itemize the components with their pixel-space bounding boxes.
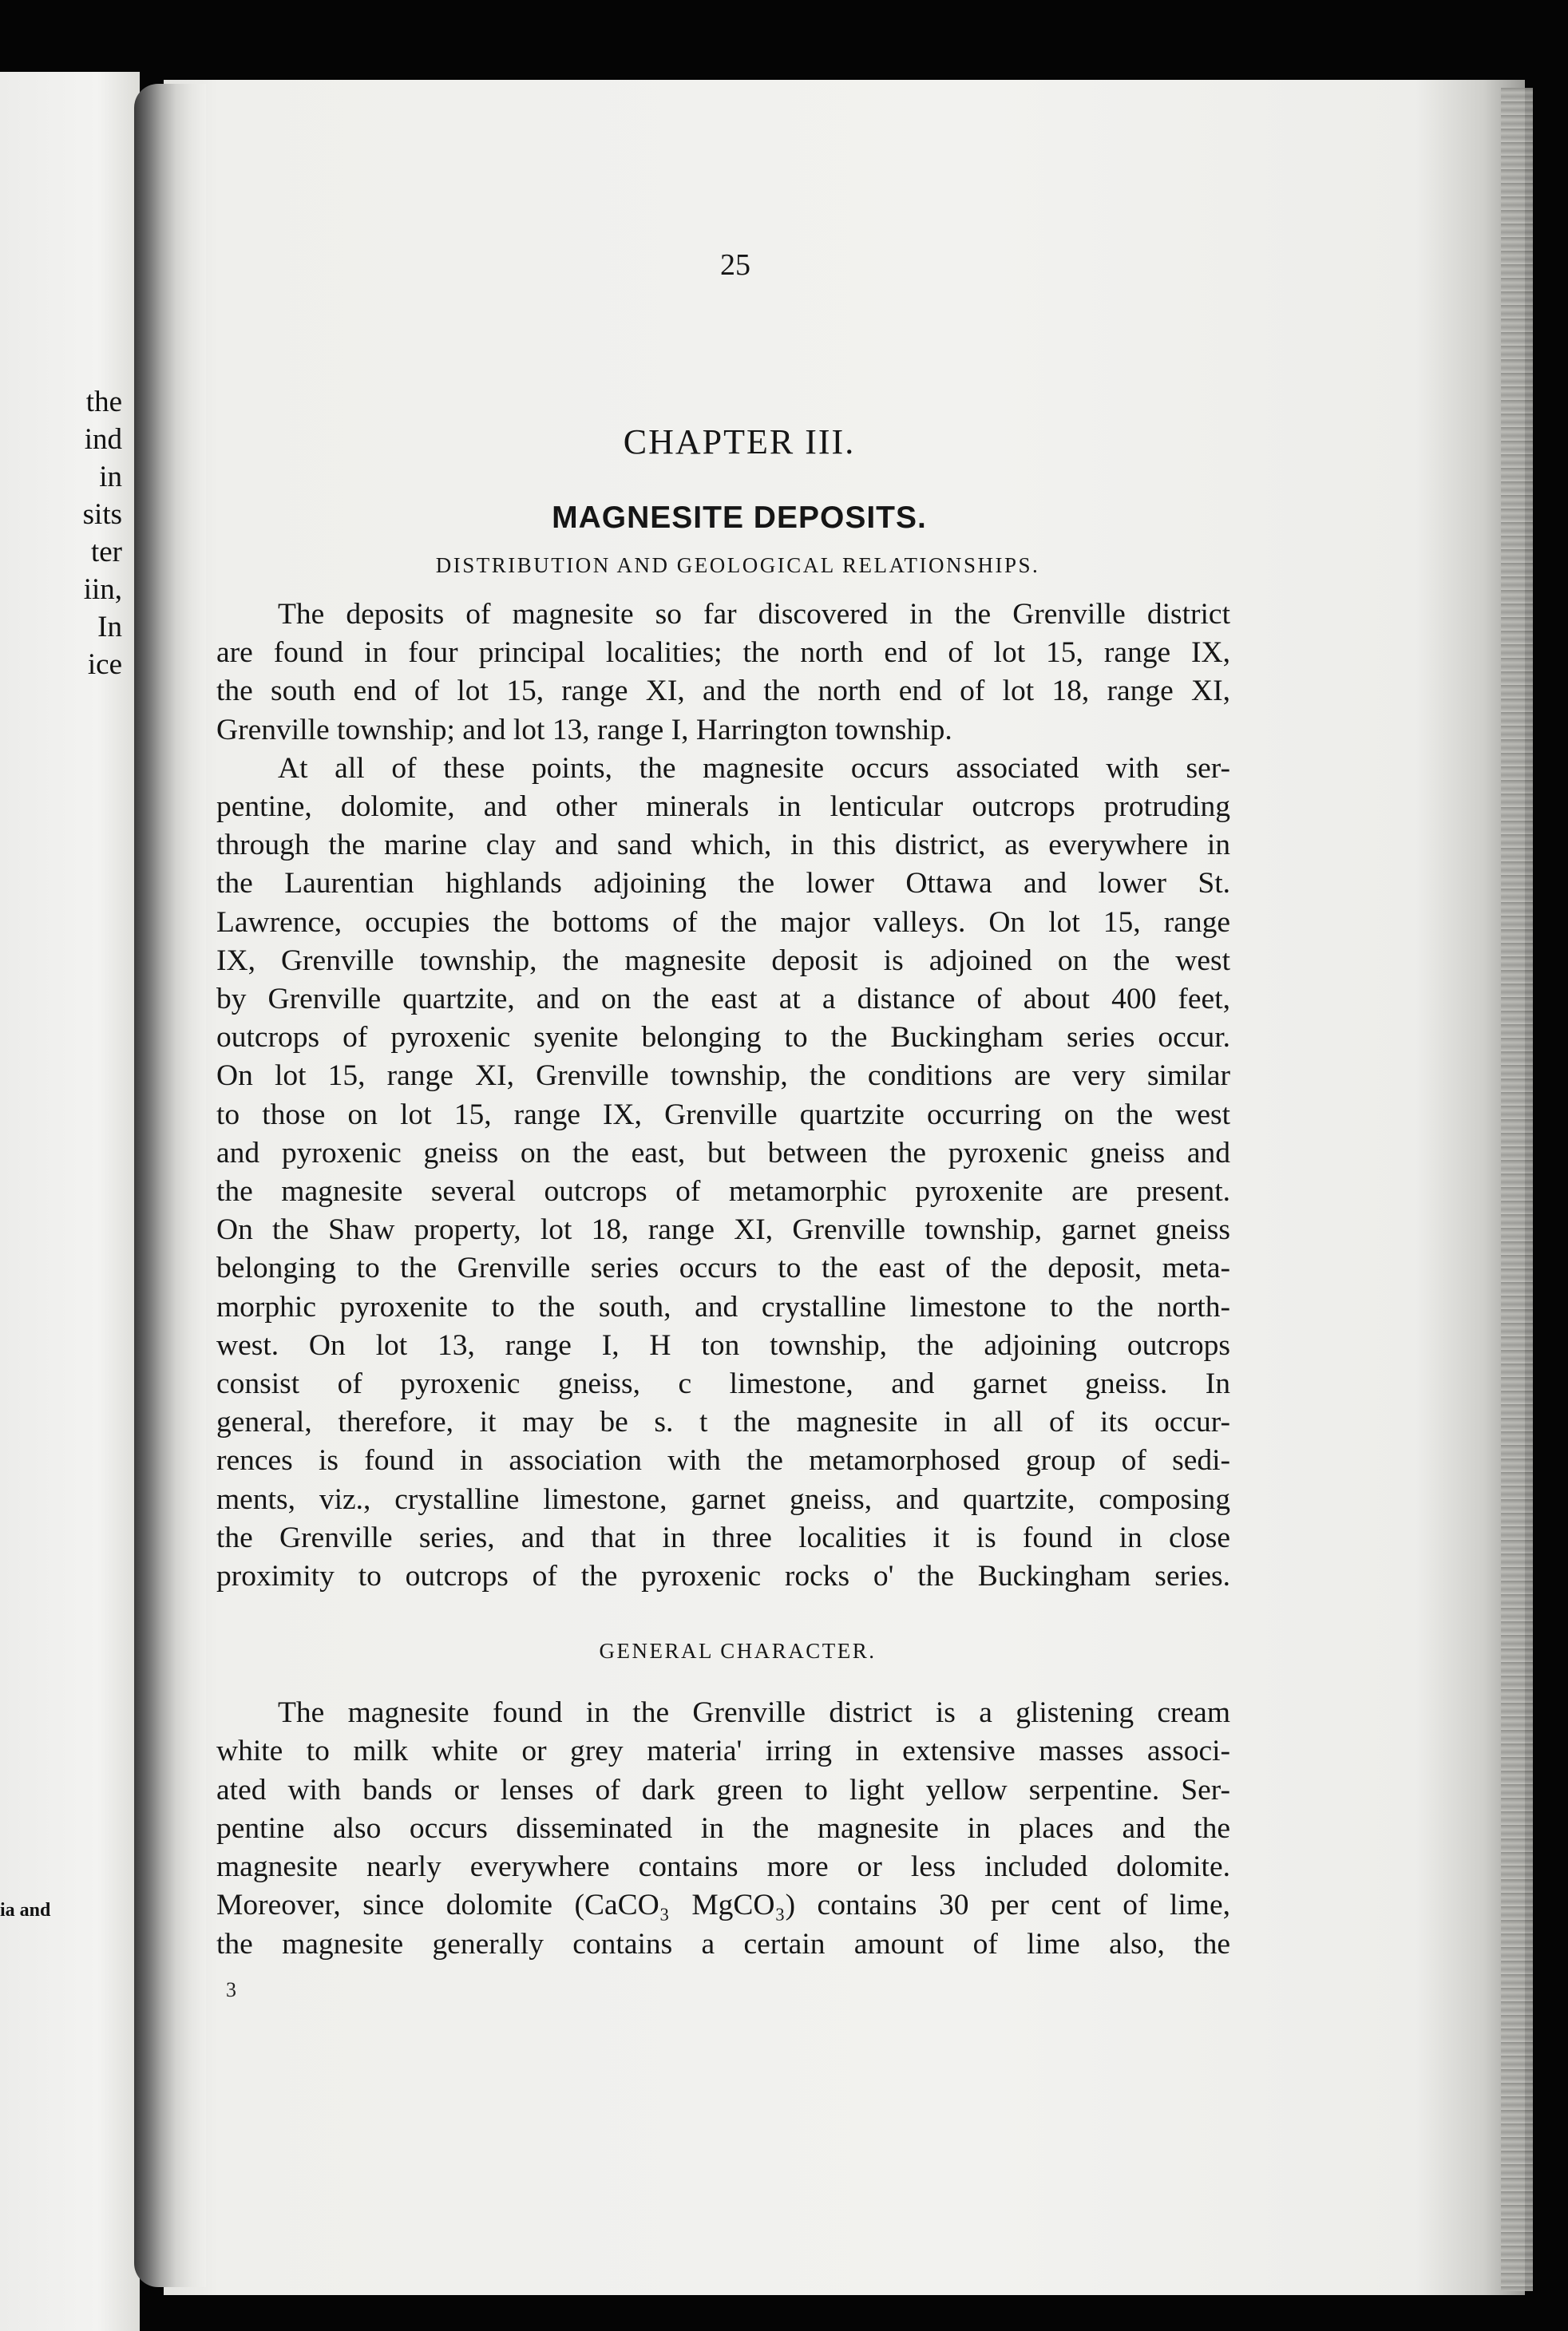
text-line: the Grenville series, and that in three localities it is found in close	[216, 1521, 1230, 1554]
text-line: At all of these points, the magnesite occurs associated with ser-	[278, 751, 1230, 785]
paragraph-1	[216, 596, 1230, 750]
left-page-line: iin,	[83, 573, 122, 606]
text-line: Grenville township; and lot 13, range I, Harrington township.	[216, 713, 952, 746]
left-page-line: ice	[87, 648, 122, 681]
page-edge-stack	[1501, 88, 1533, 2291]
text-line: to those on lot 15, range IX, Grenville quartzite occurring on the west	[216, 1098, 1230, 1131]
chapter-title: MAGNESITE DEPOSITS.	[552, 501, 927, 535]
text-line: The magnesite found in the Grenville district is a glistening cream	[278, 1696, 1230, 1730]
text-line: white to milk white or grey materia' irring in extensive masses associ-	[216, 1735, 1230, 1768]
text-line: proximity to outcrops of the pyroxenic rocks o' the Buckingham series.	[216, 1560, 1230, 1593]
text-line: by Grenville quartzite, and on the east at a distance of about 400 feet,	[216, 983, 1230, 1016]
text-line: ated with bands or lenses of dark green to light yellow serpentine. Ser-	[216, 1773, 1230, 1807]
text-line: the magnesite several outcrops of metamorphic pyroxenite are present.	[216, 1175, 1230, 1209]
left-page-line: the	[85, 386, 122, 418]
section-heading-general-character: GENERAL CHARACTER.	[599, 1639, 877, 1664]
text-line: the magnesite generally contains a certain amount of lime also, the	[216, 1927, 1230, 1961]
text-line: pentine, dolomite, and other minerals in lenticular outcrops protruding	[216, 790, 1230, 824]
text-line: consist of pyroxenic gneiss, c limestone, and garnet gneiss. In	[216, 1367, 1230, 1401]
paragraph-3	[216, 1694, 1230, 1963]
signature-mark: 3	[226, 1978, 236, 2001]
text-line: the Laurentian highlands adjoining the lower Ottawa and lower St.	[216, 867, 1230, 900]
text-line: are found in four principal localities; the north end of lot 15, range IX,	[216, 636, 1230, 670]
text-line: rences is found in association with the metamorphosed group of sedi-	[216, 1444, 1230, 1478]
text-line: ments, viz., crystalline limestone, garnet gneiss, and quartzite, composing	[216, 1482, 1230, 1516]
left-facing-page	[0, 72, 140, 2331]
text-line: pentine also occurs disseminated in the magnesite in places and the	[216, 1811, 1230, 1845]
text-line: On lot 15, range XI, Grenville township, the conditions are very similar	[216, 1059, 1230, 1093]
text-line: IX, Grenville township, the magnesite deposit is adjoined on the west	[216, 944, 1230, 977]
left-page-line: ter	[90, 536, 122, 568]
left-page-line: in	[99, 461, 122, 493]
text-line: outcrops of pyroxenic syenite belonging to the Buckingham series occur.	[216, 1021, 1230, 1055]
left-page-line: In	[97, 611, 122, 643]
text-line: belonging to the Grenville series occurs to the east of the deposit, meta-	[216, 1252, 1230, 1285]
text-line: through the marine clay and sand which, in this district, as everywhere in	[216, 829, 1230, 862]
page-content	[216, 247, 1230, 1964]
text-line: west. On lot 13, range I, H ton township, the adjoining outcrops	[216, 1328, 1230, 1362]
text-line: and pyroxenic gneiss on the east, but between the pyroxenic gneiss and	[216, 1136, 1230, 1169]
left-page-line: ind	[84, 423, 122, 456]
section-heading-distribution: DISTRIBUTION AND GEOLOGICAL RELATIONSHIPS.	[435, 553, 1040, 577]
text-line: magnesite nearly everywhere contains more or less included dolomite.	[216, 1850, 1230, 1884]
text-line: The deposits of magnesite so far discovered in the Grenville district	[278, 598, 1230, 631]
book-gutter-shadow	[134, 84, 206, 2287]
text-line: Lawrence, occupies the bottoms of the major valleys. On lot 15, range	[216, 905, 1230, 939]
text-line: On the Shaw property, lot 18, range XI, Grenville township, garnet gneiss	[216, 1213, 1230, 1247]
text-line: morphic pyroxenite to the south, and crystalline limestone to the north-	[216, 1290, 1230, 1324]
paragraph-2	[216, 750, 1230, 1596]
text-line: the south end of lot 15, range XI, and the north end of lot 18, range XI,	[216, 675, 1230, 708]
left-page-line: sits	[82, 498, 122, 531]
text-line: Moreover, since dolomite (CaCO₃ MgCO₃) contains 30 per cent of lime,	[216, 1889, 1230, 1922]
text-line: general, therefore, it may be s. t the magnesite in all of its occur-	[216, 1406, 1230, 1439]
chapter-heading: CHAPTER III.	[623, 422, 856, 461]
page-number: 25	[720, 248, 750, 282]
left-page-footnote: ia and	[0, 1900, 51, 1921]
